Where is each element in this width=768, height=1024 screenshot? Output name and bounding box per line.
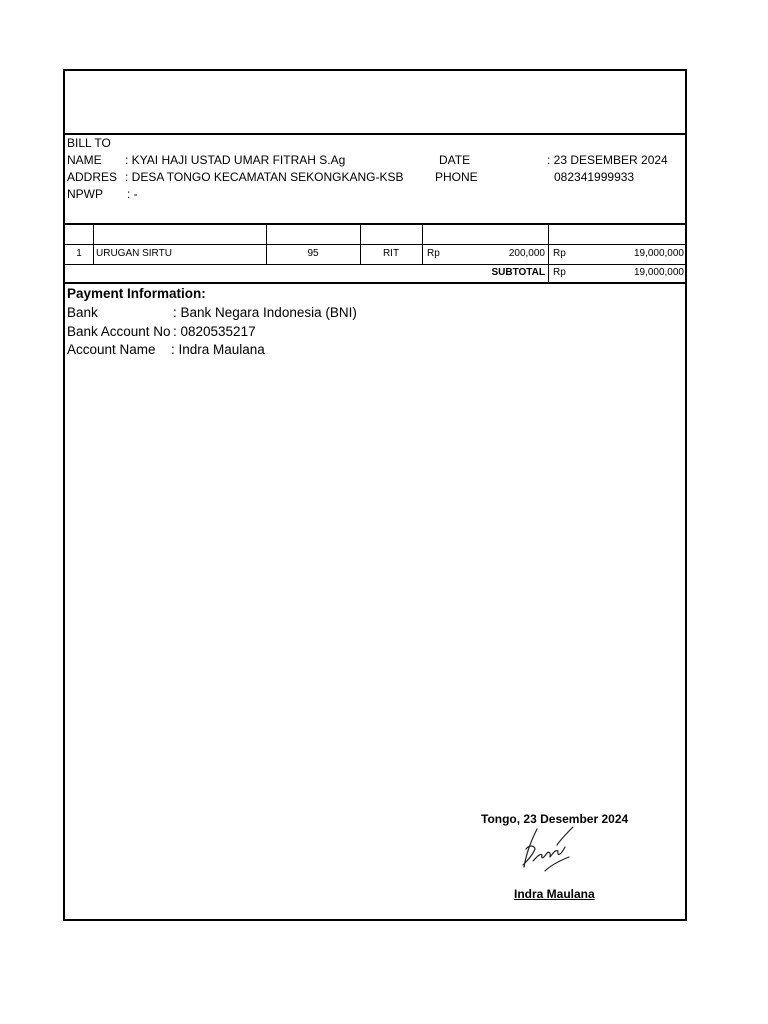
subtotal-currency: Rp	[553, 267, 566, 278]
invoice-frame	[63, 69, 687, 921]
item-total: 19,000,000	[633, 248, 684, 259]
bank-value: : Bank Negara Indonesia (BNI)	[173, 305, 357, 320]
account-no-value: : 0820535217	[173, 324, 256, 339]
phone-value: 082341999933	[554, 170, 635, 184]
table-top-border	[65, 223, 685, 225]
table-bottom-border	[65, 282, 685, 284]
npwp-label: NPWP	[67, 187, 103, 201]
account-name-label: Account Name	[67, 342, 156, 357]
col-sep	[422, 225, 423, 265]
item-total-currency: Rp	[553, 248, 566, 259]
header-divider	[65, 133, 685, 135]
item-price: 200,000	[508, 248, 545, 259]
subtotal-label: SUBTOTAL	[491, 267, 545, 278]
date-label: DATE	[439, 153, 471, 167]
row-divider	[65, 244, 685, 245]
payment-heading: Payment Information:	[67, 286, 206, 301]
name-label: NAME	[67, 153, 102, 167]
address-label: ADDRES	[67, 170, 118, 184]
col-sep	[93, 225, 94, 265]
subtotal-value: 19,000,000	[633, 267, 684, 278]
bill-to-heading: BILL TO	[67, 136, 111, 150]
col-sep	[685, 225, 686, 283]
signature-place-date: Tongo, 23 Desember 2024	[481, 812, 629, 826]
phone-label: PHONE	[435, 170, 478, 184]
name-value: : KYAI HAJI USTAD UMAR FITRAH S.Ag	[125, 153, 346, 167]
row-divider	[65, 264, 685, 265]
item-qty: 95	[307, 248, 319, 259]
signatory-name: Indra Maulana	[514, 887, 595, 901]
account-no-label: Bank Account No	[67, 324, 171, 339]
date-value: : 23 DESEMBER 2024	[547, 153, 668, 167]
bank-label: Bank	[67, 305, 98, 320]
col-sep	[548, 225, 549, 283]
account-name-value: : Indra Maulana	[171, 342, 265, 357]
handwritten-signature	[517, 825, 587, 887]
address-value: : DESA TONGO KECAMATAN SEKONGKANG-KSB	[125, 170, 404, 184]
item-price-currency: Rp	[427, 248, 440, 259]
item-description: URUGAN SIRTU	[96, 248, 172, 259]
item-unit: RIT	[382, 248, 400, 259]
npwp-value: : -	[127, 187, 138, 201]
item-no: 1	[76, 248, 82, 259]
